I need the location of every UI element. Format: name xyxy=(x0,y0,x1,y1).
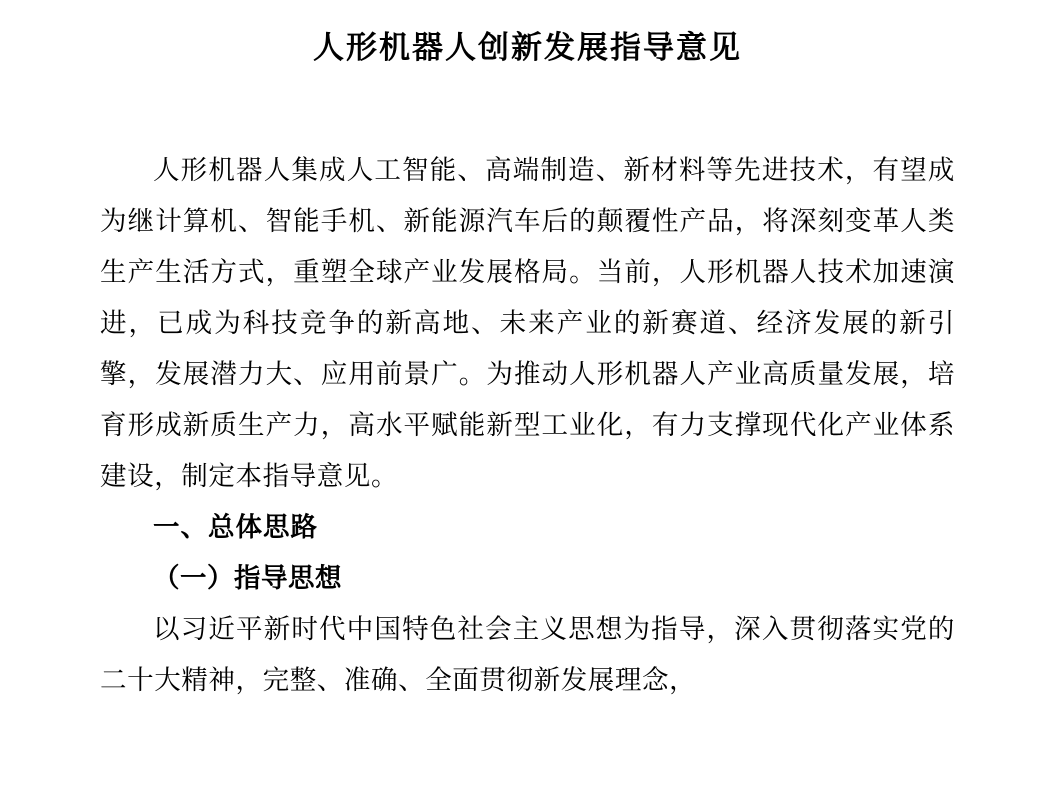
title-spacer xyxy=(100,67,955,145)
paragraph-intro: 人形机器人集成人工智能、高端制造、新材料等先进技术，有望成为继计算机、智能手机、新能源汽车后的颠覆性产品，将深刻变革人类生产生活方式，重塑全球产业发展格局。当前，人形机器人技术加速演进，已成为科技竞争的新高地、未来产业的新赛道、经济发展的新引擎，发展潜力大、应用前景广。为推动人形机器人产业高质量发展，培育形成新质生产力，高水平赋能新型工业化，有力支撑现代化产业体系建设，制定本指导意见。 xyxy=(100,155,955,493)
page-title: 人形机器人创新发展指导意见 xyxy=(313,30,742,66)
paragraph-guiding-ideology: 以习近平新时代中国特色社会主义思想为指导，深入贯彻落实党的二十大精神，完整、准确、全面贯彻新发展理念， xyxy=(100,614,955,697)
subsection-heading-guiding-ideology: （一）指导思想 xyxy=(153,563,342,595)
section-heading-overall-approach: 一、总体思路 xyxy=(153,512,318,544)
